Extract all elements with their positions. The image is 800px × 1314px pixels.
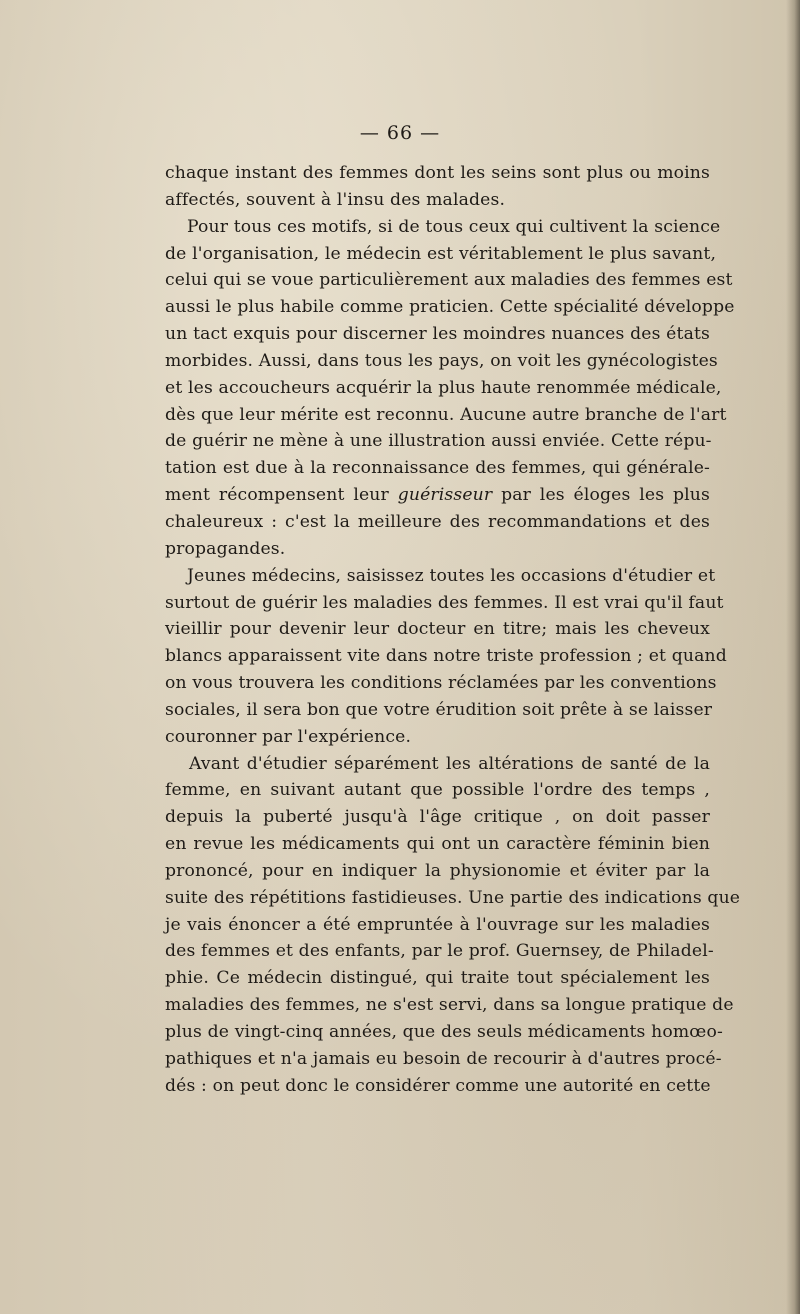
text-line: on vous trouvera les conditions réclamées par les conventions xyxy=(165,673,717,694)
text-line: propagandes. xyxy=(165,538,286,559)
text-line: dès que leur mérite est reconnu. Aucune autre branche de l'art xyxy=(165,404,727,425)
text-line: plus de vingt-cinq années, que des seuls médicaments homœo- xyxy=(165,1022,723,1042)
italic-word: guérisseur xyxy=(397,485,493,506)
text-line: phie. Ce médecin distingué, qui traite tout spécialement les xyxy=(165,968,710,989)
text-line: depuis la puberté jusqu'à l'âge critique , on doit passer xyxy=(165,807,710,828)
text-line: de guérir ne mène à une illustration aussi enviée. Cette répu- xyxy=(165,431,712,452)
text-line: vieillir pour devenir leur docteur en titre; mais les cheveux xyxy=(165,619,710,640)
text-line: surtout de guérir les maladies des femmes. Il est vrai qu'il faut xyxy=(165,592,724,613)
body-text xyxy=(165,160,741,1100)
page-edge-shadow xyxy=(786,0,800,1314)
text-line: en revue les médicaments qui ont un caractère féminin bien xyxy=(165,834,710,855)
text-line: affectés, souvent à l'insu des malades. xyxy=(165,189,506,210)
text-line: chaleureux : c'est la meilleure des recommandations et des xyxy=(165,511,710,532)
text-line: je vais énoncer a été empruntée à l'ouvrage sur les maladies xyxy=(165,914,710,935)
text-line: des femmes et des enfants, par le prof. Guernsey, de Philadel- xyxy=(165,941,714,962)
text-segment: ment récompensent leur xyxy=(165,485,389,506)
text-line: Pour tous ces motifs, si de tous ceux qui cultivent la science xyxy=(187,216,721,237)
text-line: et les accoucheurs acquérir la plus haute renommée médicale, xyxy=(165,377,722,398)
text-line: couronner par l'expérience. xyxy=(165,726,412,747)
text-line: femme, en suivant autant que possible l'ordre des temps , xyxy=(165,780,710,801)
text-segment: par les éloges les plus xyxy=(501,485,710,506)
page-number: — 66 — xyxy=(359,122,441,144)
text-line: Jeunes médecins, saisissez toutes les occasions d'étudier et xyxy=(187,565,716,586)
text-line: aussi le plus habile comme praticien. Cette spécialité développe xyxy=(165,297,735,318)
text-line: de l'organisation, le médecin est véritablement le plus savant, xyxy=(165,243,717,264)
text-line: maladies des femmes, ne s'est servi, dans sa longue pratique de xyxy=(165,995,734,1016)
text-line: dés : on peut donc le considérer comme une autorité en cette xyxy=(165,1075,711,1096)
text-line: un tact exquis pour discerner les moindres nuances des états xyxy=(165,324,710,345)
text-line: tation est due à la reconnaissance des femmes, qui générale- xyxy=(165,458,710,479)
text-line: chaque instant des femmes dont les seins sont plus ou moins xyxy=(165,163,710,183)
text-line: Avant d'étudier séparément les altérations de santé de la xyxy=(189,753,710,774)
text-line-with-italic xyxy=(165,482,710,509)
text-line: prononcé, pour en indiquer la physionomie et éviter par la xyxy=(165,860,710,881)
text-line: blancs apparaissent vite dans notre triste profession ; et quand xyxy=(165,646,727,667)
text-line: morbides. Aussi, dans tous les pays, on voit les gynécologistes xyxy=(165,350,718,371)
text-line: celui qui se voue particulièrement aux maladies des femmes est xyxy=(165,270,733,291)
text-line: sociales, il sera bon que votre érudition soit prête à se laisser xyxy=(165,699,713,720)
text-line: suite des répétitions fastidieuses. Une partie des indications que xyxy=(165,887,741,908)
text-line: pathiques et n'a jamais eu besoin de recourir à d'autres procé- xyxy=(165,1048,722,1069)
